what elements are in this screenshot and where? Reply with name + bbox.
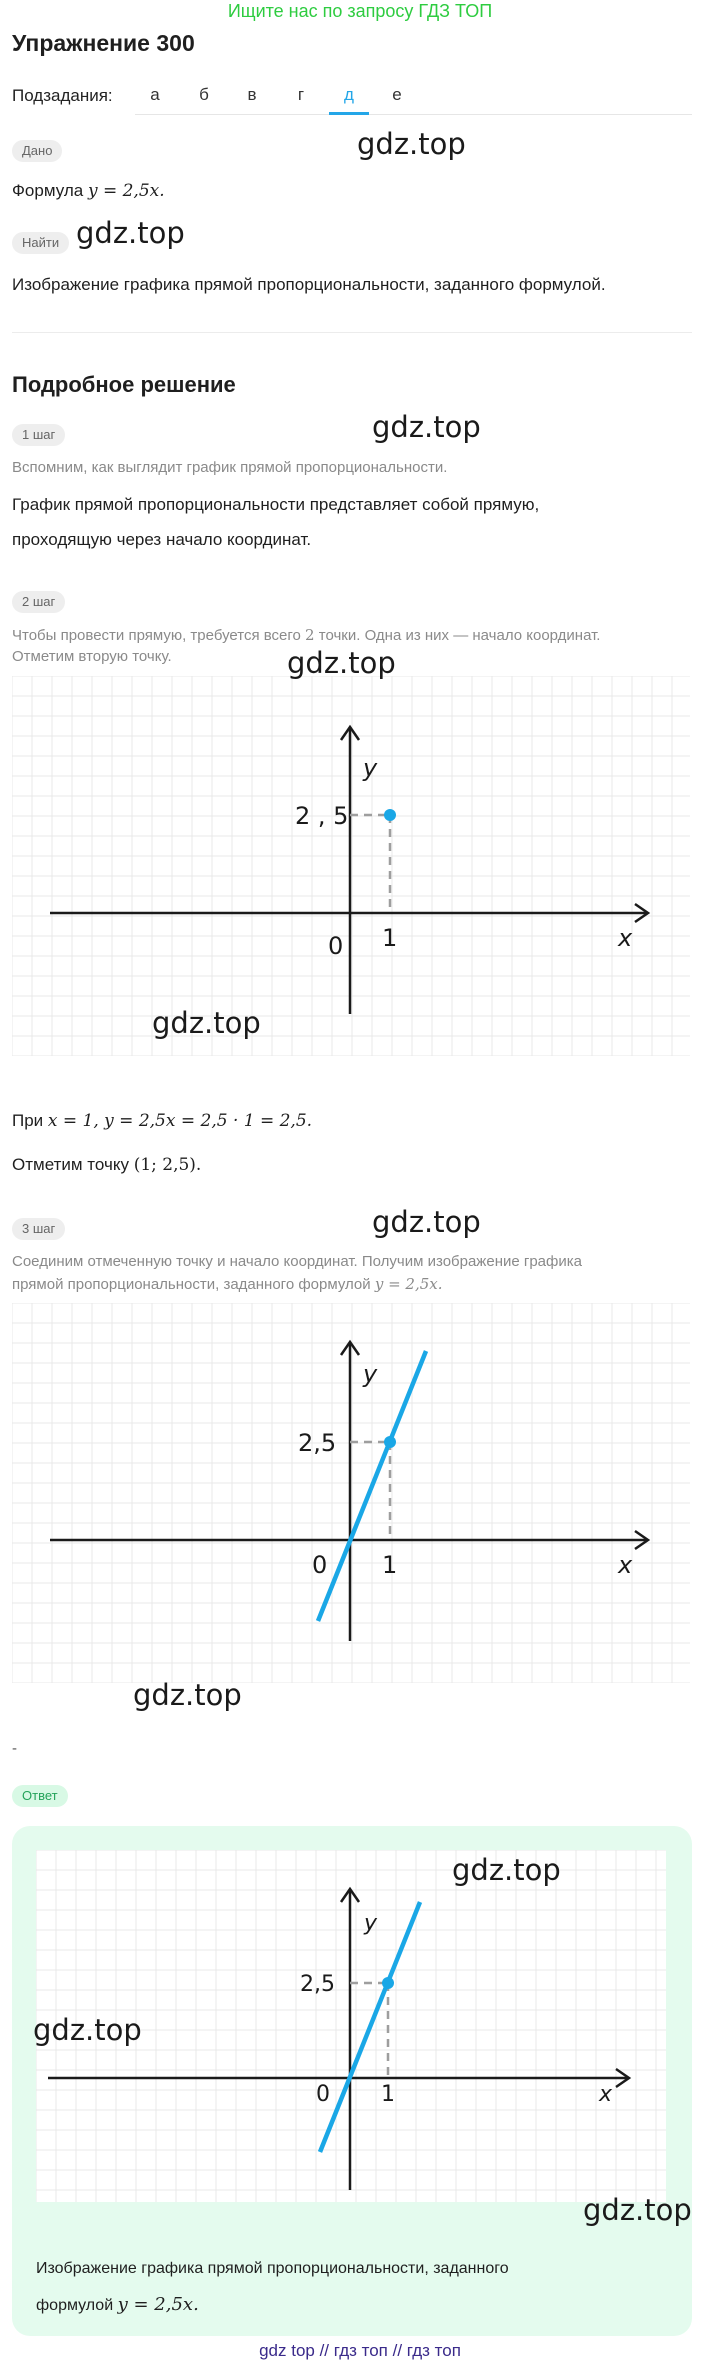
tab-e[interactable]: е xyxy=(392,85,402,104)
given-line xyxy=(12,174,165,208)
y-tick-label: 2 , 5 xyxy=(295,802,349,830)
origin-label: 0 xyxy=(316,2082,330,2107)
step2-hint-num: 2 xyxy=(305,626,315,644)
find-text: Изображение графика прямой пропорциональности, заданного формулой. xyxy=(12,275,606,294)
y-axis-label: y xyxy=(363,754,378,782)
watermark: gdz.top xyxy=(287,646,396,680)
step2-mark-prefix: Отметим точку xyxy=(12,1155,129,1174)
step2-badge: 2 шаг xyxy=(12,591,65,613)
find-badge: Найти xyxy=(12,232,69,254)
step2-hint-b: точки. Одна из них — начало координат. xyxy=(318,627,601,644)
step3-hint-line2 xyxy=(12,1273,443,1296)
given-badge: Дано xyxy=(12,140,62,162)
step2-calc-formula: x = 1, y = 2,5x = 2,5 · 1 = 2,5. xyxy=(47,1111,313,1131)
y-tick-label: 2,5 xyxy=(300,1972,335,1997)
step2-hint-line1 xyxy=(12,624,600,647)
y-axis-label: y xyxy=(364,1911,378,1936)
x-tick-label: 1 xyxy=(381,2082,395,2107)
solution-heading: Подробное решение xyxy=(12,372,236,397)
watermark: gdz.top xyxy=(583,2193,692,2227)
watermark: gdz.top xyxy=(357,127,466,161)
step3-hint-prefix: прямой пропорциональности, заданного формулой xyxy=(12,1276,371,1293)
tab-g[interactable]: г xyxy=(297,85,305,104)
given-prefix: Формула xyxy=(12,181,84,200)
origin-label: 0 xyxy=(312,1551,328,1579)
watermark: gdz.top xyxy=(133,1678,242,1712)
step1-line1: График прямой пропорциональности представляет собой прямую, xyxy=(12,495,540,514)
answer-point xyxy=(382,1977,394,1989)
tab-d[interactable]: д xyxy=(344,85,354,104)
x-tick-label: 1 xyxy=(382,1551,398,1579)
watermark: gdz.top xyxy=(372,1205,481,1239)
watermark: gdz.top xyxy=(33,2013,142,2047)
tabs-divider xyxy=(135,114,692,115)
step3-dash: - xyxy=(12,1740,17,1757)
point-1-2.5 xyxy=(384,809,396,821)
watermark: gdz.top xyxy=(452,1853,561,1887)
answer-badge: Ответ xyxy=(12,1785,68,1807)
y-axis-label: y xyxy=(363,1360,378,1388)
step2-calc xyxy=(12,1104,312,1138)
graph-line xyxy=(12,1303,690,1683)
watermark: gdz.top xyxy=(372,410,481,444)
section-divider xyxy=(12,332,692,333)
step1-line2: проходящую через начало координат. xyxy=(12,530,312,549)
tab-v[interactable]: в xyxy=(247,85,257,104)
step2-calc-prefix: При xyxy=(12,1111,44,1130)
step3-hint-formula: y = 2,5x. xyxy=(374,1275,443,1293)
footer-links[interactable]: gdz top // гдз топ // гдз топ xyxy=(259,2341,461,2360)
watermark: gdz.top xyxy=(152,1006,261,1040)
origin-label: 0 xyxy=(328,932,344,960)
answer-line2 xyxy=(36,2288,199,2323)
search-banner[interactable]: Ищите нас по запросу ГДЗ ТОП xyxy=(227,1,493,21)
watermark: gdz.top xyxy=(76,216,185,250)
step2-hint-a: Чтобы провести прямую, требуется всего xyxy=(12,627,301,644)
graph-point-only xyxy=(12,676,690,1056)
tab-a[interactable]: а xyxy=(150,85,160,104)
x-tick-label: 1 xyxy=(382,924,398,952)
point-1-2.5 xyxy=(384,1436,396,1448)
step2-mark-point: (1; 2,5). xyxy=(133,1155,202,1175)
step1-hint: Вспомним, как выглядит график прямой пропорциональности. xyxy=(12,459,448,476)
x-axis-label: x xyxy=(618,924,633,952)
tab-b[interactable]: б xyxy=(199,85,209,104)
y-tick-label: 2,5 xyxy=(298,1429,337,1457)
page-title: Упражнение 300 xyxy=(12,30,195,56)
x-axis-label: x xyxy=(599,2082,613,2107)
answer-formula: y = 2,5x. xyxy=(117,2294,199,2315)
step2-hint-line2: Отметим вторую точку. xyxy=(12,648,172,665)
step1-badge: 1 шаг xyxy=(12,424,65,446)
step3-badge: 3 шаг xyxy=(12,1218,65,1240)
given-formula: y = 2,5x. xyxy=(87,181,165,201)
step2-mark xyxy=(12,1148,201,1182)
step3-hint-line1: Соединим отмеченную точку и начало координат. Получим изображение графика xyxy=(12,1253,582,1270)
answer-line1: Изображение графика прямой пропорциональности, заданного xyxy=(36,2260,509,2277)
active-tab-indicator xyxy=(329,112,369,115)
x-axis-label: x xyxy=(618,1551,633,1579)
subtasks-label: Подзадания: xyxy=(12,86,113,105)
answer-prefix: формулой xyxy=(36,2297,114,2314)
